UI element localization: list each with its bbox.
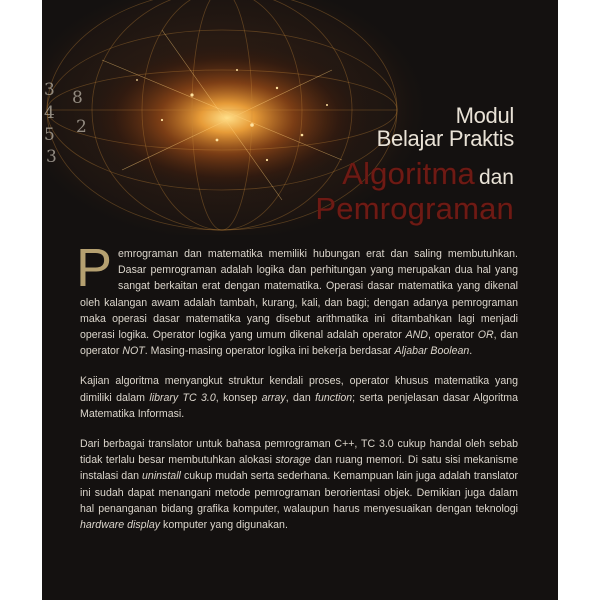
italic-term: hardware display [80, 519, 161, 532]
art-digit: 3 [46, 147, 57, 167]
text-run: komputer yang digunakan. [160, 519, 288, 532]
art-digit: 5 [44, 125, 55, 145]
synopsis-text [76, 238, 519, 547]
title-row-pemrograman [315, 191, 514, 230]
text-run: dan ruang memori. Di satu sisi mekanisme instalasi dan [80, 454, 519, 483]
text-run: Kajian algoritma menyangkut struktur kendali proses, operator khusus matematika yang dimiliki dalam [80, 375, 518, 404]
title-line-modul: Modul [455, 103, 514, 128]
title-pemrograman: Pemrograman [315, 191, 514, 226]
book-cover [42, 0, 558, 600]
italic-term: uninstall [142, 470, 181, 483]
text-run: , konsep [215, 391, 262, 404]
title-connector-dan: dan [478, 166, 514, 189]
italic-term: AND [405, 329, 428, 342]
text-run: cukup mudah serta sederhana. Kemampuan lain juga adalah translator ini sudah dapat menangani metode pemrograman berorientasi objek. Demikian juga dalam hal penanganan bidang grafika komputer, walaupun harus menyesuaikan dengan teknologi [80, 470, 518, 515]
text-run: , dan [285, 391, 316, 404]
text-run: , dan operator [80, 329, 519, 358]
italic-term: function [315, 391, 353, 404]
text-run: . Masing-masing operator logika ini bekerja berdasar [144, 345, 395, 358]
text-run: , operator [427, 329, 478, 342]
italic-term: OR [477, 329, 494, 342]
italic-term: Aljabar Boolean [394, 345, 470, 358]
art-digit: 2 [76, 117, 87, 137]
title-algoritma: Algoritma [342, 156, 475, 191]
italic-term: storage [275, 454, 311, 467]
book-title [315, 104, 514, 230]
drop-cap-letter: P [76, 238, 113, 298]
synopsis-paragraph [80, 373, 518, 422]
art-digit: 3 [44, 80, 55, 100]
text-run: Dari berbagai translator untuk bahasa pemrograman C++, TC 3.0 cukup handal oleh sebab tidak terlalu besar membutuhkan alokasi [80, 438, 518, 467]
italic-term: library TC 3.0 [149, 391, 216, 404]
italic-term: array [261, 391, 286, 404]
text-run: ; serta penjelasan dasar Algoritma Matematika Informasi. [80, 391, 518, 420]
synopsis-paragraph [80, 436, 518, 533]
art-digit: 8 [72, 88, 83, 108]
synopsis-paragraph [76, 238, 519, 359]
title-line-belajar-praktis: Belajar Praktis [376, 126, 514, 151]
title-row-algoritma [315, 156, 514, 194]
art-digit: 4 [44, 103, 55, 123]
italic-term: NOT [122, 345, 145, 358]
text-run: emrograman dan matematika memiliki hubungan erat dan saling membutuhkan. Dasar pemrograman adalah logika dan perhitungan yang merupakan dua hal yang sangat berkaitan erat dengan matematika. Operasi dasar matematika yang dikenal oleh kalangan awam adalah tambah, kurang, kali, dan bagi; dengan adanya pemrograman maka operasi dasar matematika yang disebut arithmatika ini ditambahkan lagi menjadi operasi logika. Operator logika yang umum dikenal adalah operator [80, 248, 518, 342]
text-run: . [469, 345, 473, 358]
